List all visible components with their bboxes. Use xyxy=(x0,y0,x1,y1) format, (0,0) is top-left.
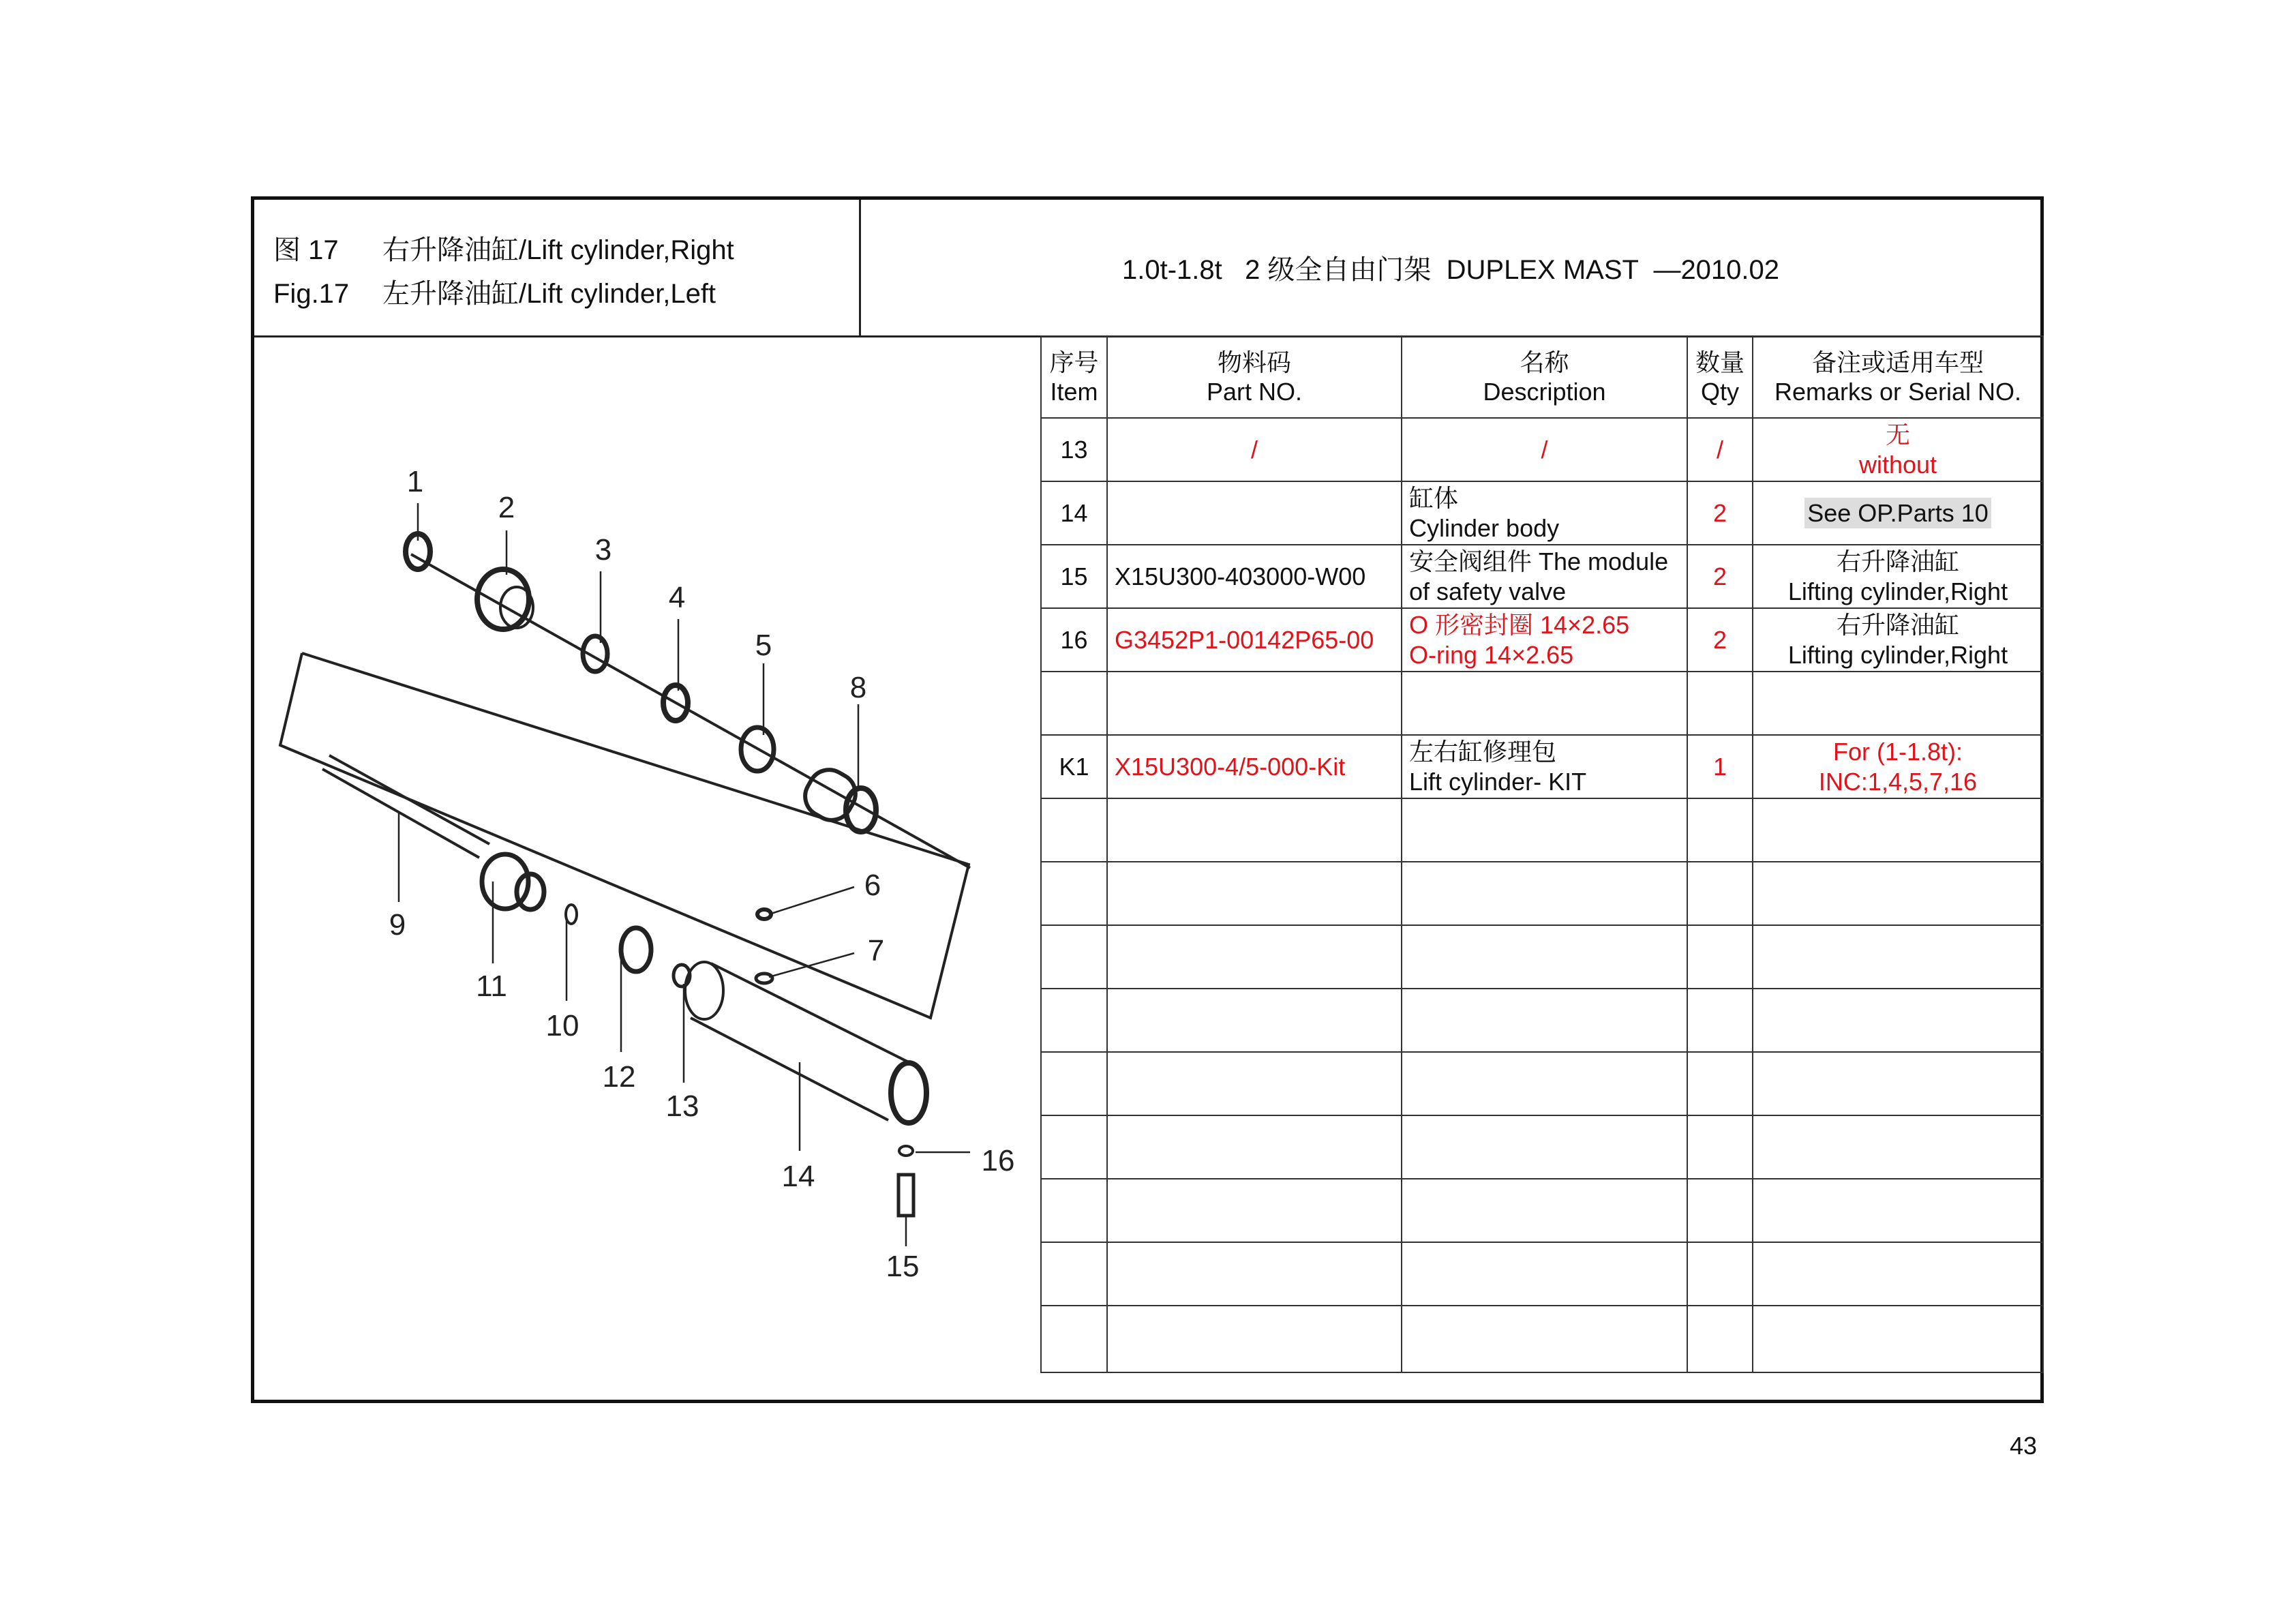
item-cell: 16 xyxy=(1041,608,1107,672)
document-title xyxy=(861,200,2040,337)
desc-cell: 缸体 Cylinder body xyxy=(1402,481,1687,545)
part-cell: G3452P1-00142P65-00 xyxy=(1107,608,1402,672)
col-item: 序号 Item xyxy=(1041,336,1107,418)
callout-11: 11 xyxy=(476,969,507,1003)
remarks-cell: See OP.Parts 10 xyxy=(1753,481,2043,545)
table-row xyxy=(1041,418,2043,481)
table-header-row xyxy=(1041,336,2043,418)
callout-14: 14 xyxy=(781,1160,815,1193)
empty-row xyxy=(1041,1306,2043,1372)
callout-6: 6 xyxy=(864,869,881,902)
figure-title: 左升降油缸/Lift cylinder,Left xyxy=(382,279,716,309)
empty-row xyxy=(1041,925,2043,989)
desc-cell: / xyxy=(1402,418,1687,481)
col-description: 名称 Description xyxy=(1402,336,1687,418)
table-row xyxy=(1041,735,2043,798)
figure-header xyxy=(254,200,861,337)
item-cell: K1 xyxy=(1041,735,1107,798)
col-qty: 数量 Qty xyxy=(1687,336,1753,418)
qty-cell: 1 xyxy=(1687,735,1753,798)
col-remarks: 备注或适用车型 Remarks or Serial NO. xyxy=(1753,336,2043,418)
callout-1: 1 xyxy=(406,465,424,498)
lift-cylinder-drawing xyxy=(254,337,1040,1400)
desc-cell: 左右缸修理包 Lift cylinder- KIT xyxy=(1402,735,1687,798)
item-cell: 15 xyxy=(1041,545,1107,608)
callout-7: 7 xyxy=(867,934,885,967)
callout-16: 16 xyxy=(981,1144,1015,1177)
callout-4: 4 xyxy=(668,581,686,614)
qty-cell: 2 xyxy=(1687,608,1753,672)
desc-cell: O 形密封圈 14×2.65 O-ring 14×2.65 xyxy=(1402,608,1687,672)
document-title-text: 1.0t-1.8t 2 级全自由门架 DUPLEX MAST —2010.02 xyxy=(1121,255,1780,285)
callout-8: 8 xyxy=(849,671,867,704)
remarks-cell: 无 without xyxy=(1753,418,2043,481)
callout-3: 3 xyxy=(594,533,612,567)
callout-10: 10 xyxy=(545,1009,579,1042)
table-row xyxy=(1041,545,2043,608)
parts-sheet xyxy=(251,196,2044,1403)
exploded-diagram xyxy=(254,337,1040,1400)
remarks-cell: 右升降油缸 Lifting cylinder,Right xyxy=(1753,545,2043,608)
item-cell: 14 xyxy=(1041,481,1107,545)
part-cell xyxy=(1107,481,1402,545)
remarks-cell: 右升降油缸 Lifting cylinder,Right xyxy=(1753,608,2043,672)
callout-15: 15 xyxy=(886,1250,920,1283)
qty-cell: 2 xyxy=(1687,545,1753,608)
table-row xyxy=(1041,481,2043,545)
figure-title-en xyxy=(273,272,716,311)
empty-row xyxy=(1041,1115,2043,1179)
empty-row xyxy=(1041,862,2043,925)
qty-cell: / xyxy=(1687,418,1753,481)
empty-row xyxy=(1041,672,2043,735)
desc-cell: 安全阀组件 The module of safety valve xyxy=(1402,545,1687,608)
parts-table xyxy=(1040,335,2044,1373)
empty-row xyxy=(1041,1052,2043,1115)
figure-title: 右升降油缸/Lift cylinder,Right xyxy=(382,235,734,265)
part-cell: / xyxy=(1107,418,1402,481)
part-cell: X15U300-403000-W00 xyxy=(1107,545,1402,608)
table-row xyxy=(1041,608,2043,672)
empty-row xyxy=(1041,1242,2043,1306)
remarks-cell: For (1-1.8t): INC:1,4,5,7,16 xyxy=(1753,735,2043,798)
part-cell: X15U300-4/5-000-Kit xyxy=(1107,735,1402,798)
empty-row xyxy=(1041,1179,2043,1242)
figure-label: Fig.17 xyxy=(273,279,350,309)
qty-cell: 2 xyxy=(1687,481,1753,545)
callout-5: 5 xyxy=(755,629,772,662)
col-part-no: 物料码 Part NO. xyxy=(1107,336,1402,418)
empty-row xyxy=(1041,989,2043,1052)
page-number: 43 xyxy=(2010,1432,2038,1460)
callout-2: 2 xyxy=(498,491,515,524)
callout-9: 9 xyxy=(389,908,406,942)
callout-12: 12 xyxy=(602,1060,636,1094)
figure-label: 图 17 xyxy=(273,235,339,265)
callout-13: 13 xyxy=(665,1089,699,1123)
item-cell: 13 xyxy=(1041,418,1107,481)
figure-title-cn xyxy=(273,228,734,267)
empty-row xyxy=(1041,798,2043,862)
